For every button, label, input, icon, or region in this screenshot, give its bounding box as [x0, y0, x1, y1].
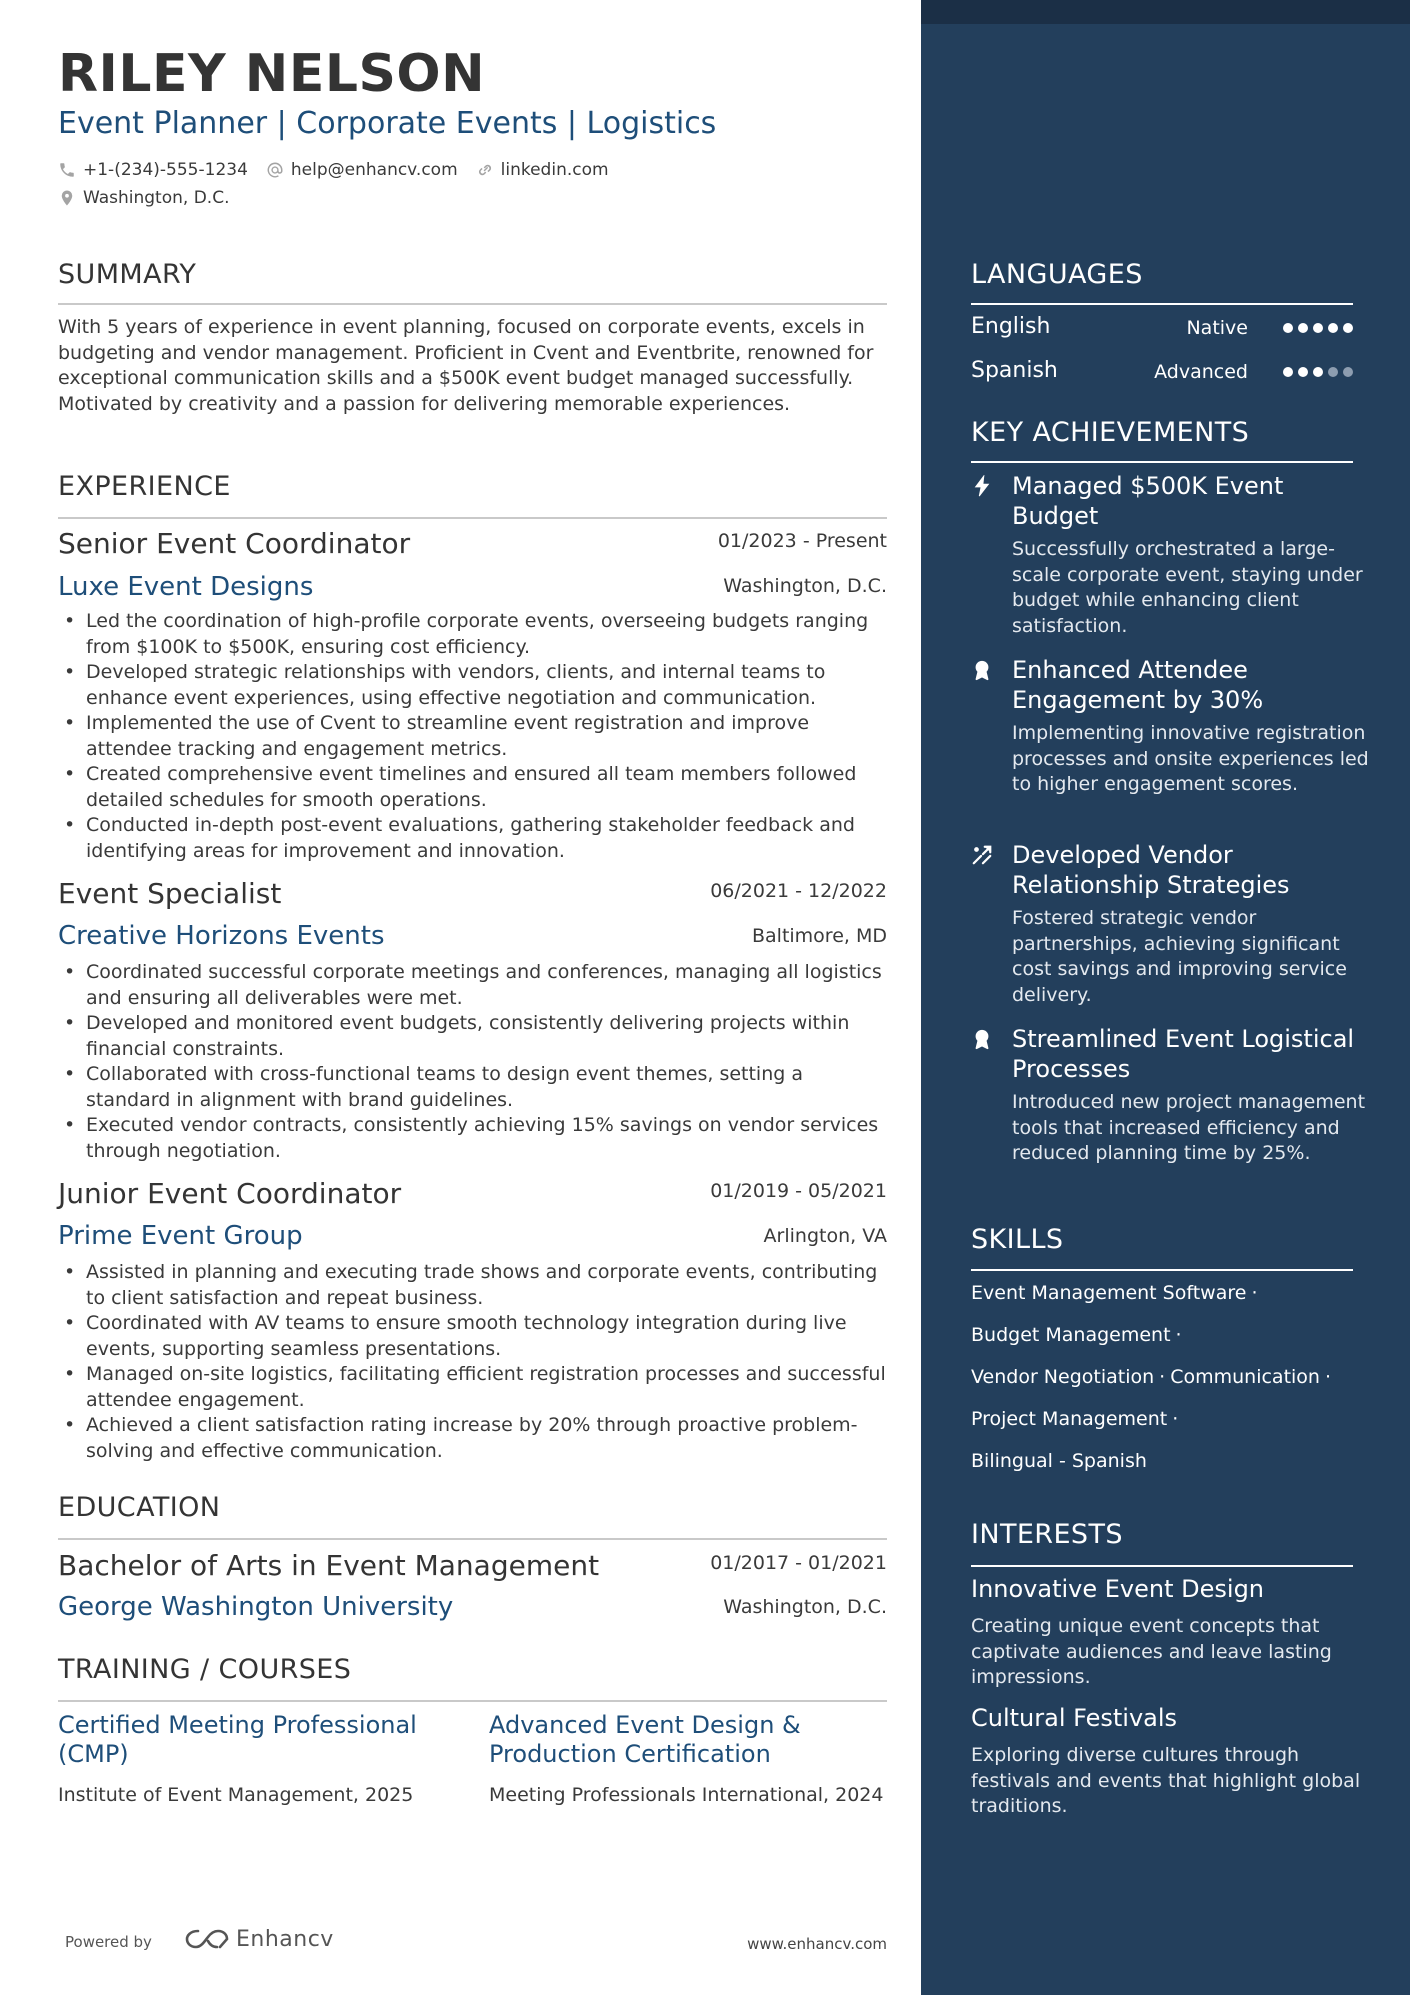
handshake-icon: [971, 844, 993, 866]
languages-divider: [971, 303, 1353, 305]
training-heading: TRAINING / COURSES: [58, 1654, 352, 1685]
interests-heading: INTERESTS: [971, 1519, 1123, 1550]
job-title: Junior Event Coordinator: [58, 1177, 402, 1210]
bullet-item: • Conducted in-depth post-event evaluations, gathering stakeholder feedback and identifying areas for improvement and innovation.: [58, 813, 892, 864]
job-company: Luxe Event Designs: [58, 572, 314, 602]
language-name: Spanish: [971, 358, 1058, 383]
rating-dot: [1328, 367, 1338, 377]
rating-dot: [1283, 367, 1293, 377]
job-location: Washington, D.C.: [723, 575, 887, 597]
job-location: Baltimore, MD: [751, 925, 887, 947]
bullet-item: • Coordinated successful corporate meetings and conferences, managing all logistics and ensuring all deliverables were met.: [58, 960, 892, 1011]
achievement-item: [971, 1024, 1371, 1167]
email-address[interactable]: help@enhancv.com: [290, 160, 458, 180]
job-title: Event Specialist: [58, 877, 282, 910]
skill-row: [971, 1408, 1183, 1430]
summary-divider: [58, 303, 887, 305]
language-rating: [1278, 323, 1353, 333]
language-row: [971, 314, 1353, 344]
award-ribbon-icon: [971, 1028, 993, 1050]
languages-heading: LANGUAGES: [971, 259, 1143, 290]
rating-dot: [1343, 367, 1353, 377]
skill-tag: Bilingual - Spanish: [971, 1450, 1147, 1472]
achievements-divider: [971, 461, 1353, 463]
summary-heading: SUMMARY: [58, 259, 197, 290]
job-company: Creative Horizons Events: [58, 921, 385, 951]
achievement-title: Managed $500K Event Budget: [1012, 472, 1284, 530]
interest-title: Cultural Festivals: [971, 1704, 1178, 1732]
skill-separator: ·: [1251, 1282, 1258, 1304]
phone-icon: [58, 161, 76, 179]
achievement-title: Streamlined Event Logistical Processes: [1012, 1025, 1355, 1083]
interest-desc: Exploring diverse cultures through festivals and events that highlight global traditions.: [971, 1744, 1361, 1817]
contact-email: [266, 160, 458, 180]
powered-by-label: Powered by: [65, 1933, 152, 1951]
bullet-item: • Created comprehensive event timelines and ensured all team members followed detailed schedules for smooth operations.: [58, 762, 892, 813]
skill-separator: ·: [1324, 1366, 1332, 1388]
enhancv-brand: Enhancv: [236, 1926, 334, 1952]
bullet-item: • Led the coordination of high-profile corporate events, overseeing budgets ranging from $100K to $500K, ensuring cost efficiency.: [58, 609, 892, 660]
job-bullets: [58, 960, 892, 1164]
job-dates: 01/2019 - 05/2021: [710, 1180, 887, 1202]
sidebar-top-band: [921, 0, 1410, 24]
contact-row-2: [58, 186, 247, 210]
skill-separator: ·: [1159, 1366, 1166, 1388]
footer-url[interactable]: www.enhancv.com: [747, 1935, 887, 1953]
job-bullets: [58, 609, 892, 864]
interest-title: Innovative Event Design: [971, 1575, 1265, 1603]
achievement-desc: Introduced new project management tools that increased efficiency and reduced planning time by 25%.: [1012, 1091, 1366, 1164]
course-org: Meeting Professionals International, 2024: [489, 1784, 884, 1806]
language-level: Advanced: [1154, 361, 1248, 383]
location-text: Washington, D.C.: [83, 188, 230, 208]
bullet-item: • Developed and monitored event budgets, consistently delivering projects within financial constraints.: [58, 1011, 892, 1062]
education-dates: 01/2017 - 01/2021: [710, 1552, 887, 1574]
rating-dot: [1328, 323, 1338, 333]
rating-dot: [1313, 323, 1323, 333]
experience-divider: [58, 517, 887, 519]
skill-row: [971, 1324, 1187, 1346]
training-divider: [58, 1700, 887, 1702]
bullet-item: • Executed vendor contracts, consistently achieving 15% savings on vendor services through negotiation.: [58, 1113, 892, 1164]
enhancv-logo-icon: [184, 1926, 230, 1952]
education-divider: [58, 1538, 887, 1540]
course-title: Certified Meeting Professional (CMP): [58, 1711, 417, 1768]
candidate-headline: Event Planner | Corporate Events | Logistics: [58, 106, 717, 141]
school-name: George Washington University: [58, 1592, 454, 1622]
interests-divider: [971, 1565, 1353, 1567]
skill-tag: Event Management Software: [971, 1282, 1247, 1304]
bullet-item: • Managed on-site logistics, facilitating efficient registration processes and successful attendee engagement.: [58, 1362, 892, 1413]
bullet-item: • Assisted in planning and executing trade shows and corporate events, contributing to client satisfaction and repeat business.: [58, 1260, 892, 1311]
skill-tag: Communication: [1170, 1366, 1320, 1388]
language-row: [971, 358, 1353, 388]
achievement-title: Enhanced Attendee Engagement by 30%: [1012, 656, 1264, 714]
candidate-name: RILEY NELSON: [58, 44, 486, 104]
skill-row: [971, 1366, 1336, 1388]
skills-heading: SKILLS: [971, 1224, 1064, 1255]
rating-dot: [1313, 367, 1323, 377]
bullet-item: • Coordinated with AV teams to ensure smooth technology integration during live events, supporting seamless presentations.: [58, 1311, 892, 1362]
rating-dot: [1343, 323, 1353, 333]
skill-row: [971, 1450, 1147, 1472]
achievement-item: [971, 840, 1371, 1008]
skill-row: [971, 1282, 1262, 1304]
at-sign-icon: [266, 161, 284, 179]
rating-dot: [1298, 367, 1308, 377]
linkedin-link[interactable]: linkedin.com: [500, 160, 609, 180]
achievement-item: [971, 655, 1371, 798]
link-icon: [476, 161, 494, 179]
job-title: Senior Event Coordinator: [58, 527, 411, 560]
skill-tag: Budget Management: [971, 1324, 1171, 1346]
bullet-item: • Achieved a client satisfaction rating increase by 20% through proactive problem-solving and effective communication.: [58, 1413, 892, 1464]
school-location: Washington, D.C.: [723, 1596, 887, 1618]
skill-tag: Project Management: [971, 1408, 1168, 1430]
achievement-desc: Fostered strategic vendor partnerships, achieving significant cost savings and improving service delivery.: [1012, 907, 1347, 1006]
course-title: Advanced Event Design & Production Certification: [489, 1711, 801, 1768]
job-dates: 01/2023 - Present: [717, 530, 887, 552]
achievements-heading: KEY ACHIEVEMENTS: [971, 417, 1250, 448]
skill-tag: Vendor Negotiation: [971, 1366, 1155, 1388]
education-heading: EDUCATION: [58, 1492, 221, 1523]
map-pin-icon: [58, 189, 76, 207]
rating-dot: [1298, 323, 1308, 333]
contact-linkedin: [476, 160, 609, 180]
skill-separator: ·: [1175, 1324, 1182, 1346]
bullet-item: • Developed strategic relationships with vendors, clients, and internal teams to enhance event experiences, using effective negotiation and communication.: [58, 660, 892, 711]
achievement-title: Developed Vendor Relationship Strategies: [1012, 841, 1290, 899]
job-bullets: [58, 1260, 892, 1464]
contact-row: [58, 158, 627, 182]
achievement-item: [971, 471, 1371, 639]
lightning-bolt-icon: [971, 475, 993, 497]
bullet-item: • Collaborated with cross-functional teams to design event themes, setting a standard in alignment with brand guidelines.: [58, 1062, 892, 1113]
enhancv-logo[interactable]: [184, 1926, 334, 1952]
course-org: Institute of Event Management, 2025: [58, 1784, 414, 1806]
job-location: Arlington, VA: [763, 1225, 887, 1247]
skills-divider: [971, 1269, 1353, 1271]
job-dates: 06/2021 - 12/2022: [710, 880, 887, 902]
language-rating: [1278, 367, 1353, 377]
sidebar: [921, 0, 1410, 1995]
skill-separator: ·: [1172, 1408, 1179, 1430]
phone-number: +1-(234)-555-1234: [83, 160, 248, 180]
contact-location: [58, 188, 229, 208]
rating-dot: [1283, 323, 1293, 333]
bullet-item: • Implemented the use of Cvent to streamline event registration and improve attendee tracking and engagement metrics.: [58, 711, 892, 762]
language-level: Native: [1186, 317, 1248, 339]
contact-phone: [58, 160, 248, 180]
summary-text: With 5 years of experience in event planning, focused on corporate events, excels in budgeting and vendor management. Proficient in Cvent and Eventbrite, renowned for exceptional communication skills and a $500K event budget managed successfully. Motivated by creativity and a passion for delivering memorable experiences.: [58, 316, 874, 415]
experience-heading: EXPERIENCE: [58, 471, 231, 502]
degree-title: Bachelor of Arts in Event Management: [58, 1549, 600, 1582]
achievement-desc: Implementing innovative registration processes and onsite experiences led to higher engagement scores.: [1012, 722, 1369, 795]
interest-desc: Creating unique event concepts that captivate audiences and leave lasting impressions.: [971, 1615, 1332, 1688]
achievement-desc: Successfully orchestrated a large-scale corporate event, staying under budget while enhancing client satisfaction.: [1012, 538, 1363, 637]
award-ribbon-icon: [971, 659, 993, 681]
language-name: English: [971, 314, 1051, 339]
job-company: Prime Event Group: [58, 1221, 303, 1251]
